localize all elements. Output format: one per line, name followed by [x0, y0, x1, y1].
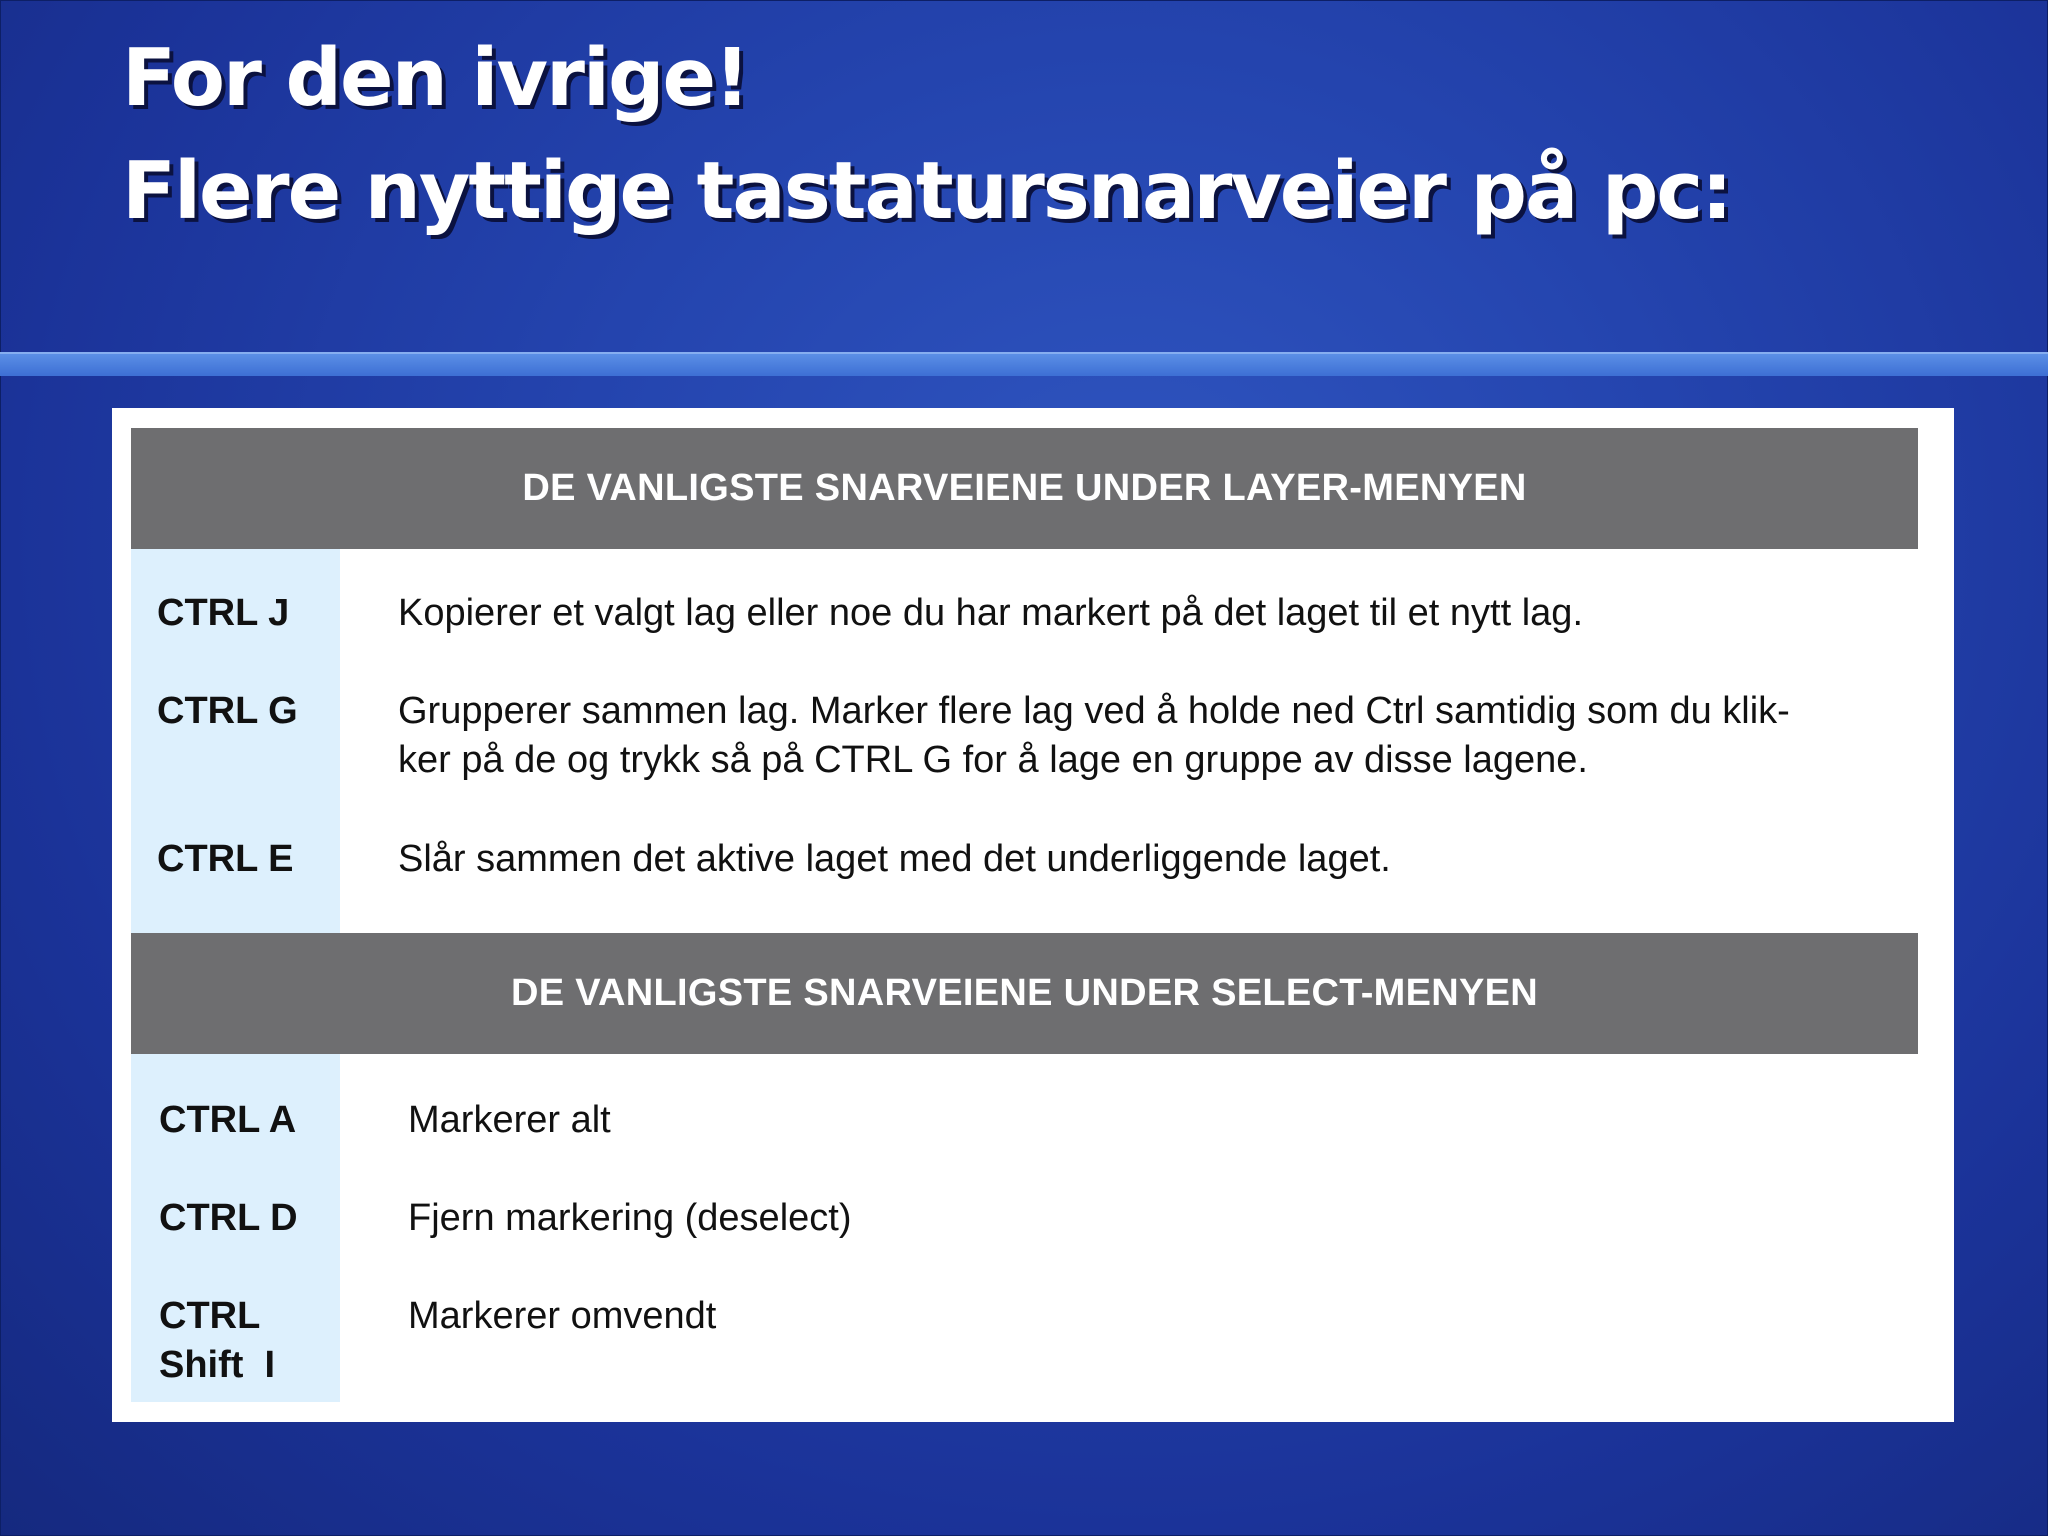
title-line-1: For den ivrige!: [122, 32, 749, 124]
select-section-header: DE VANLIGSTE SNARVEIENE UNDER SELECT-MENYEN: [131, 933, 1918, 1054]
table-row: [131, 797, 1918, 933]
layer-section-header: DE VANLIGSTE SNARVEIENE UNDER LAYER-MENYEN: [131, 428, 1918, 549]
shortcut-description: Markerer omvendt: [408, 1295, 717, 1337]
table-row: [131, 1054, 1918, 1152]
layer-section-body: [131, 549, 1918, 933]
shortcut-key: CTRL D: [131, 1152, 340, 1250]
shortcut-key: CTRL E: [131, 797, 340, 933]
shortcut-panel: [112, 408, 1954, 1422]
shortcut-key: CTRL A: [131, 1054, 340, 1152]
shortcut-description: Fjern markering (deselect): [408, 1197, 852, 1239]
shortcut-key: CTRL J: [131, 549, 340, 649]
description-line: ker på de og trykk så på CTRL G for å lage en gruppe av disse lagene.: [398, 739, 1588, 781]
shortcut-key: CTRL G: [131, 649, 340, 797]
table-row: [131, 649, 1918, 797]
shortcut-table: [131, 428, 1918, 1402]
table-row: [131, 1250, 1918, 1402]
description-line: Grupperer sammen lag. Marker flere lag ved å holde ned Ctrl samtidig som du klik-: [398, 690, 1790, 732]
table-row: [131, 1152, 1918, 1250]
title-line-2: Flere nyttige tastatursnarveier på pc:: [122, 145, 1731, 237]
select-section-body: [131, 1054, 1918, 1402]
shortcut-description: Slår sammen det aktive laget med det underliggende laget.: [398, 838, 1391, 880]
slide-title: [122, 22, 1922, 248]
shortcut-description: [340, 649, 1918, 797]
shortcut-description: Kopierer et valgt lag eller noe du har markert på det laget til et nytt lag.: [398, 592, 1583, 634]
title-divider: [0, 352, 2048, 376]
shortcut-key: [131, 1250, 340, 1402]
key-line: CTRL: [159, 1295, 261, 1337]
key-line: Shift I: [159, 1344, 276, 1386]
shortcut-description: Markerer alt: [408, 1099, 611, 1141]
table-row: [131, 549, 1918, 649]
